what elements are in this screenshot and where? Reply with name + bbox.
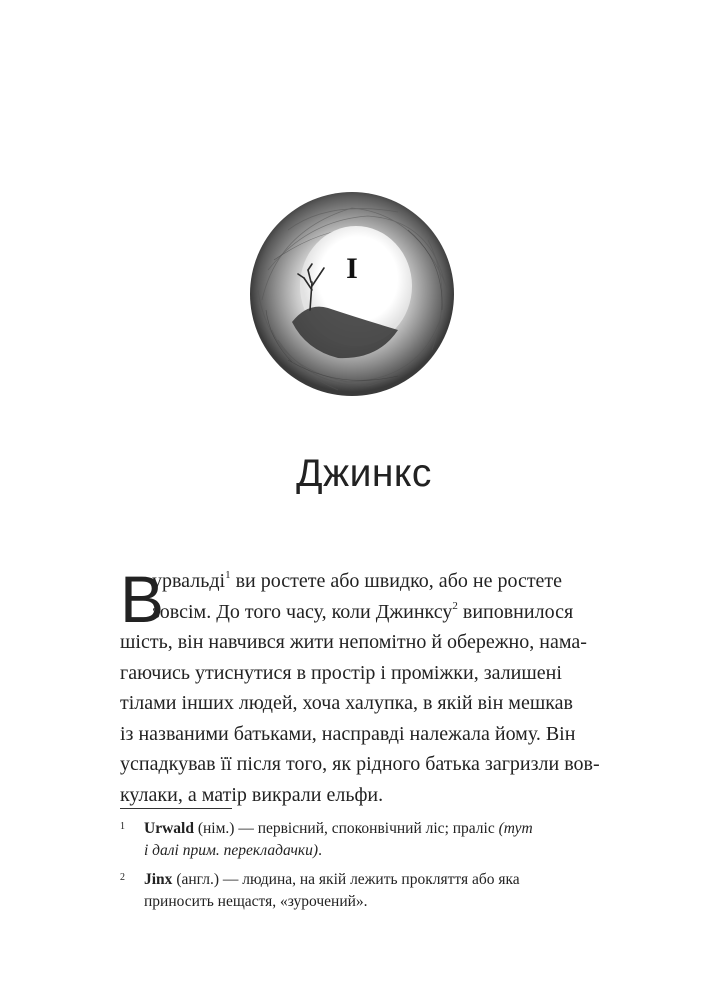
body-line: із названими батьками, насправді належала йому. Він xyxy=(120,722,576,745)
chapter-number: I xyxy=(346,252,358,285)
footnote-divider xyxy=(120,808,232,809)
footnote-term: Jinx xyxy=(144,871,173,888)
footnotes xyxy=(120,818,606,920)
chapter-emblem xyxy=(248,190,456,398)
footnote-2: 2 Jinx (англ.) — людина, на якій лежить прокляття або яка приносить нещастя, «зурочений». xyxy=(120,869,606,913)
tree-ring-illustration xyxy=(248,190,456,398)
footnote-mark: 2 xyxy=(120,872,125,883)
body-line: шість, він навчився жити непомітно й обережно, нама- xyxy=(120,631,587,653)
body-line: тілами інших людей, хоча халупка, в якій він мешкав xyxy=(120,692,573,714)
footnote-ref: 2 xyxy=(452,599,458,612)
chapter-body xyxy=(120,562,606,810)
footnote-1: 1 Urwald (нім.) — первісний, споконвічний ліс; праліс (тут і далі прим. перекладачки). xyxy=(120,818,606,862)
footnote-term: Urwald xyxy=(144,820,194,837)
drop-cap: В xyxy=(120,562,165,636)
footnote-ref: 1 xyxy=(225,569,231,581)
body-line: урвальді$^1$ ви ростете або швидко, або не ростете xyxy=(152,569,563,592)
body-line: кулаки, а матір викрали ельфи. xyxy=(120,783,384,806)
body-line: успадкував її після того, як рідного батька загризли вов- xyxy=(120,753,600,775)
footnote-mark: 1 xyxy=(120,821,125,832)
body-line: зовсім. До того часу, коли Джинксу$^2$ виповнилося xyxy=(152,599,574,623)
body-line: гаючись утиснутися в простір і проміжки, залишені xyxy=(120,661,562,684)
chapter-title: Джинкс xyxy=(296,452,432,496)
